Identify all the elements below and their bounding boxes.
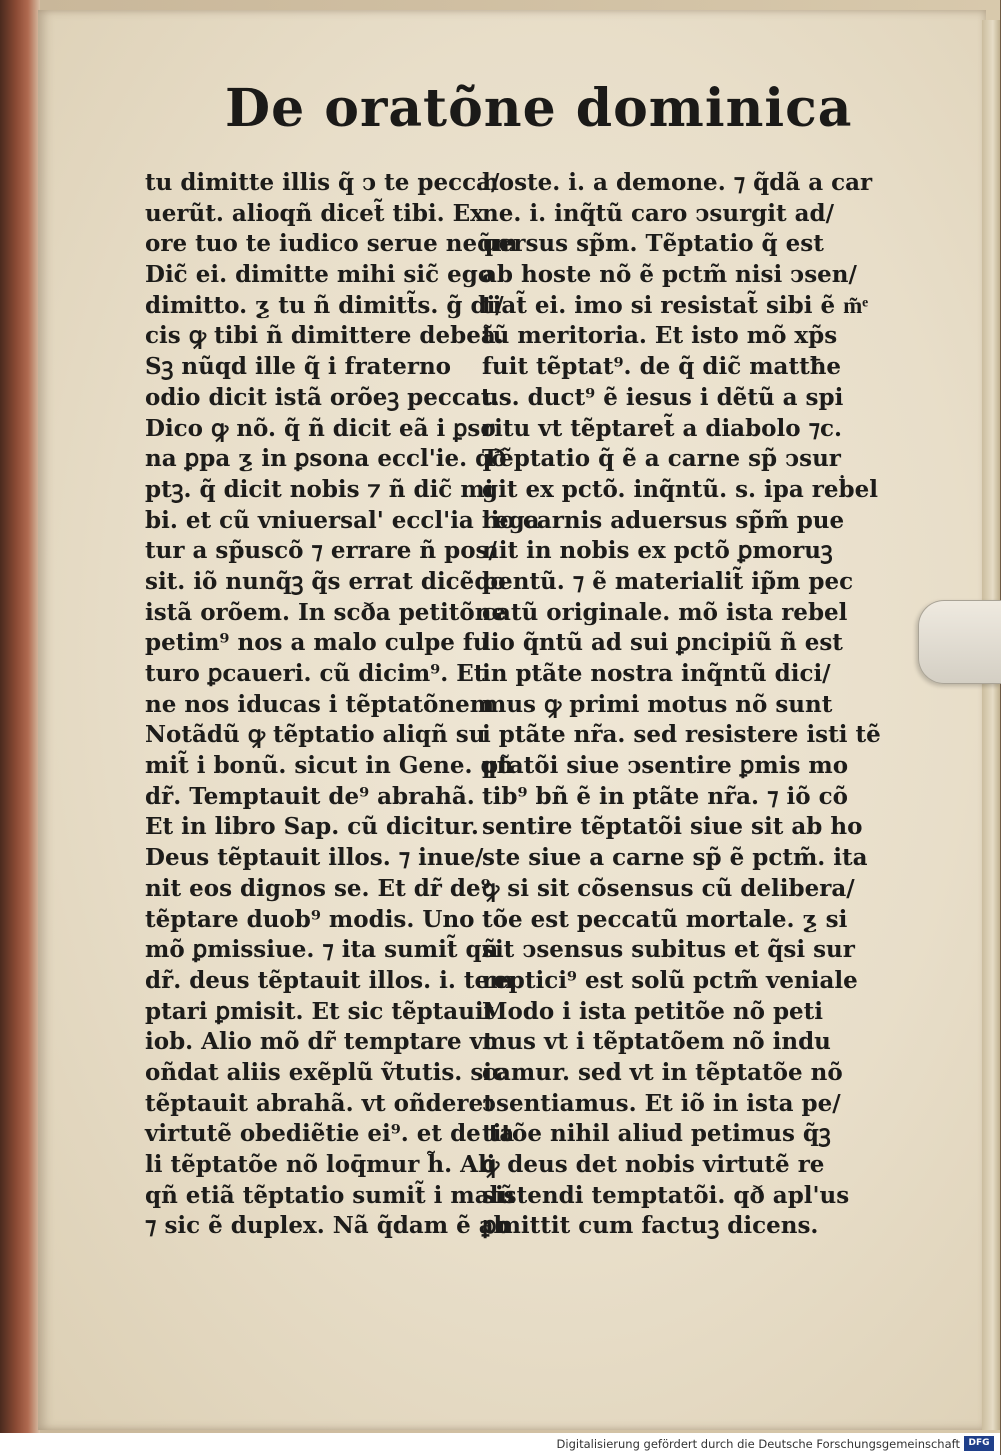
text-line: fuit tẽptat⁹. de q̃ dic̃ mattħe bbox=[482, 353, 842, 381]
text-line: sit. iõ nunq̃ꝫ q̃s errat dicẽdo bbox=[145, 567, 506, 595]
text-line: ⁊ sic ẽ duplex. Nã q̃dam ẽ ab bbox=[145, 1212, 510, 1240]
text-line: Modo i ista petitõe nõ peti bbox=[482, 997, 824, 1025]
text-line: ste siue a carne sp̃ ẽ pctm̃. ita bbox=[482, 844, 868, 872]
text-line: lio q̃ntũ ad sui ꝑncipiũ ñ est bbox=[482, 629, 843, 657]
text-line: istã orõem. In scða petitõne bbox=[145, 598, 507, 626]
text-line: ne nos iducas i tẽptatõnem bbox=[145, 690, 495, 718]
text-line: Tẽptatio q̃ ẽ a carne sp̃ ↄsur bbox=[482, 445, 841, 473]
book-clasp bbox=[918, 600, 1001, 684]
text-line: ritu vt tẽptaret̃ a diabolo ⁊c. bbox=[482, 414, 843, 442]
text-line: tib⁹ bñ ẽ in ptãte nr̃a. ⁊ iõ cõ bbox=[482, 782, 848, 810]
text-line: sistendi temptatõi. qð apl'us bbox=[482, 1181, 850, 1209]
text-line: mus vt i tẽptatõem nõ indu bbox=[482, 1028, 831, 1056]
left-text-column bbox=[145, 168, 540, 1242]
text-line: nit eos dignos se. Et dr̃ de⁹ bbox=[145, 874, 491, 902]
text-line: ꝙ deus det nobis virtutẽ re bbox=[482, 1151, 825, 1178]
text-line: ore tuo te iudico serue neq̃m bbox=[145, 230, 518, 258]
funding-credit: Digitalisierung gefördert durch die Deutsche Forschungsgemeinschaft bbox=[556, 1437, 960, 1451]
text-line: hoste. i. a demone. ⁊ q̃dã a car bbox=[482, 169, 873, 196]
text-line: Notãdũ ꝙ tẽptatio aliqñ su bbox=[145, 721, 486, 749]
text-line: camur. sed vt in tẽptatõe nõ bbox=[482, 1058, 843, 1086]
text-line: ꝙ si sit cõsensus cũ delibera/ bbox=[482, 874, 855, 902]
text-line: ꝑmittit cum factuꝫ dicens. bbox=[482, 1212, 819, 1240]
text-line: Deus tẽptauit illos. ⁊ inue/ bbox=[145, 844, 484, 872]
right-text-column bbox=[482, 168, 881, 1242]
text-line: petim⁹ nos a malo culpe fu bbox=[145, 629, 490, 657]
text-line: tẽptauit abrahã. vt oñderet bbox=[145, 1089, 494, 1117]
text-line: turo ꝑcaueri. cũ dicim⁹. Et bbox=[145, 660, 485, 687]
text-line: iob. Alio mõ dr̃ temptare vt bbox=[145, 1028, 494, 1056]
text-line: sit ↄsensus subitus et q̃si sur bbox=[482, 936, 855, 964]
text-line: oñdat aliis exẽplũ ṽtutis. sic bbox=[145, 1058, 507, 1086]
text-line: catũ originale. mõ ista rebel bbox=[482, 598, 848, 626]
page-heading: De oratõne dominica bbox=[225, 78, 853, 139]
text-line: titõe nihil aliud petimus q̃ꝫ bbox=[482, 1120, 831, 1148]
text-line: ptatõi siue ↄsentire ꝑmis mo bbox=[482, 752, 849, 780]
text-line: tu dimitte illis q̃ ↄ te pecca/ bbox=[145, 169, 500, 196]
text-line: tur a sp̃uscõ ⁊ errare ñ pos/ bbox=[145, 537, 497, 565]
text-line: ↄsentiamus. Et iõ in ista pe/ bbox=[482, 1089, 841, 1117]
text-line: uerũt. alioqñ dicet̃ tibi. Ex bbox=[145, 199, 484, 227]
text-line: Sꝫ nũqd ille q̃ i fraterno bbox=[145, 353, 452, 381]
text-line: mõ ꝑmissiue. ⁊ ita sumit̃ qñ bbox=[145, 936, 499, 964]
text-line: uersus sp̃m. Tẽptatio q̃ est bbox=[482, 230, 824, 258]
text-line: ptari ꝑmisit. Et sic tẽptauit bbox=[145, 997, 495, 1025]
text-line: ne. i. inq̃tũ caro ↄsurgit ad/ bbox=[482, 199, 835, 227]
text-line: sentire tẽptatõi siue sit ab ho bbox=[482, 813, 863, 841]
dfg-logo: DFG bbox=[964, 1436, 994, 1451]
text-line: git ex pctõ. inq̃ntũ. s. ipa reḃel bbox=[482, 475, 878, 503]
text-line: lio carnis aduersus sp̃m̃ pue bbox=[482, 506, 845, 534]
text-line: Dic̃ ei. dimitte mihi sic̃ ego bbox=[145, 261, 494, 289]
text-line: virtutẽ obediẽtie ei⁹. et de ta bbox=[145, 1120, 515, 1148]
text-line: us. duct⁹ ẽ iesus i dẽtũ a spi bbox=[482, 383, 844, 411]
footer-bar bbox=[0, 1433, 1000, 1455]
text-line: Dico ꝙ nõ. q̃ ñ dicit eã i ꝑso bbox=[145, 414, 496, 442]
text-line: na ꝑpa ƺ in ꝑsona eccl'ie. qð bbox=[145, 445, 507, 473]
text-line: li tẽptatõe nõ loq̄mur h̃. Ali bbox=[145, 1151, 496, 1178]
text-line: ptꝫ. q̃ dicit nobis ⁊ ñ dic̃ mi bbox=[145, 475, 494, 503]
text-line: dr̃. deus tẽptauit illos. i. tem bbox=[145, 966, 514, 994]
text-line: pentũ. ⁊ ẽ materialit̃ ip̃m pec bbox=[482, 567, 854, 595]
text-line: Et in libro Sap. cũ dicitur. bbox=[145, 813, 479, 841]
text-line: qñ etiã tẽptatio sumit̃ i malũ bbox=[145, 1181, 516, 1209]
text-line: tẽptare duob⁹ modis. Uno bbox=[145, 905, 475, 933]
text-line: mus ꝙ primi motus nõ sunt bbox=[482, 690, 833, 718]
text-line: tiat̃ ei. imo si resistat̃ sibi ẽ m̃ͤ bbox=[482, 291, 869, 319]
text-line: tõe est peccatũ mortale. ƺ si bbox=[482, 905, 848, 933]
text-line: dimitto. ƺ tu ñ dimitt̃s. g̃ di/ bbox=[145, 291, 504, 319]
text-line: dr̃. Temptauit de⁹ abrahã. bbox=[145, 782, 475, 810]
text-line: cis ꝙ tibi ñ dimittere debeã. bbox=[145, 322, 504, 350]
text-line: tũ meritoria. Et isto mõ xp̃s bbox=[482, 322, 838, 350]
text-line: in ptãte nostra inq̃ntũ dici/ bbox=[482, 660, 831, 687]
text-line: reptici⁹ est solũ pctm̃ veniale bbox=[482, 966, 858, 994]
text-line: bi. et cũ vniuersal' eccl'ia rega bbox=[145, 506, 540, 534]
text-line: nit in nobis ex pctõ ꝑmoruꝫ bbox=[482, 537, 833, 565]
text-line: ab hoste nõ ẽ pctm̃ nisi ↄsen/ bbox=[482, 261, 857, 289]
text-line: i ptãte nr̃a. sed resistere isti tẽ bbox=[482, 721, 881, 749]
page-edge bbox=[982, 20, 1000, 1430]
book-binding bbox=[0, 0, 40, 1455]
text-line: mit̃ i bonũ. sicut in Gene. qñ bbox=[145, 752, 514, 780]
text-line: odio dicit istã orõeꝫ peccat. bbox=[145, 383, 500, 411]
